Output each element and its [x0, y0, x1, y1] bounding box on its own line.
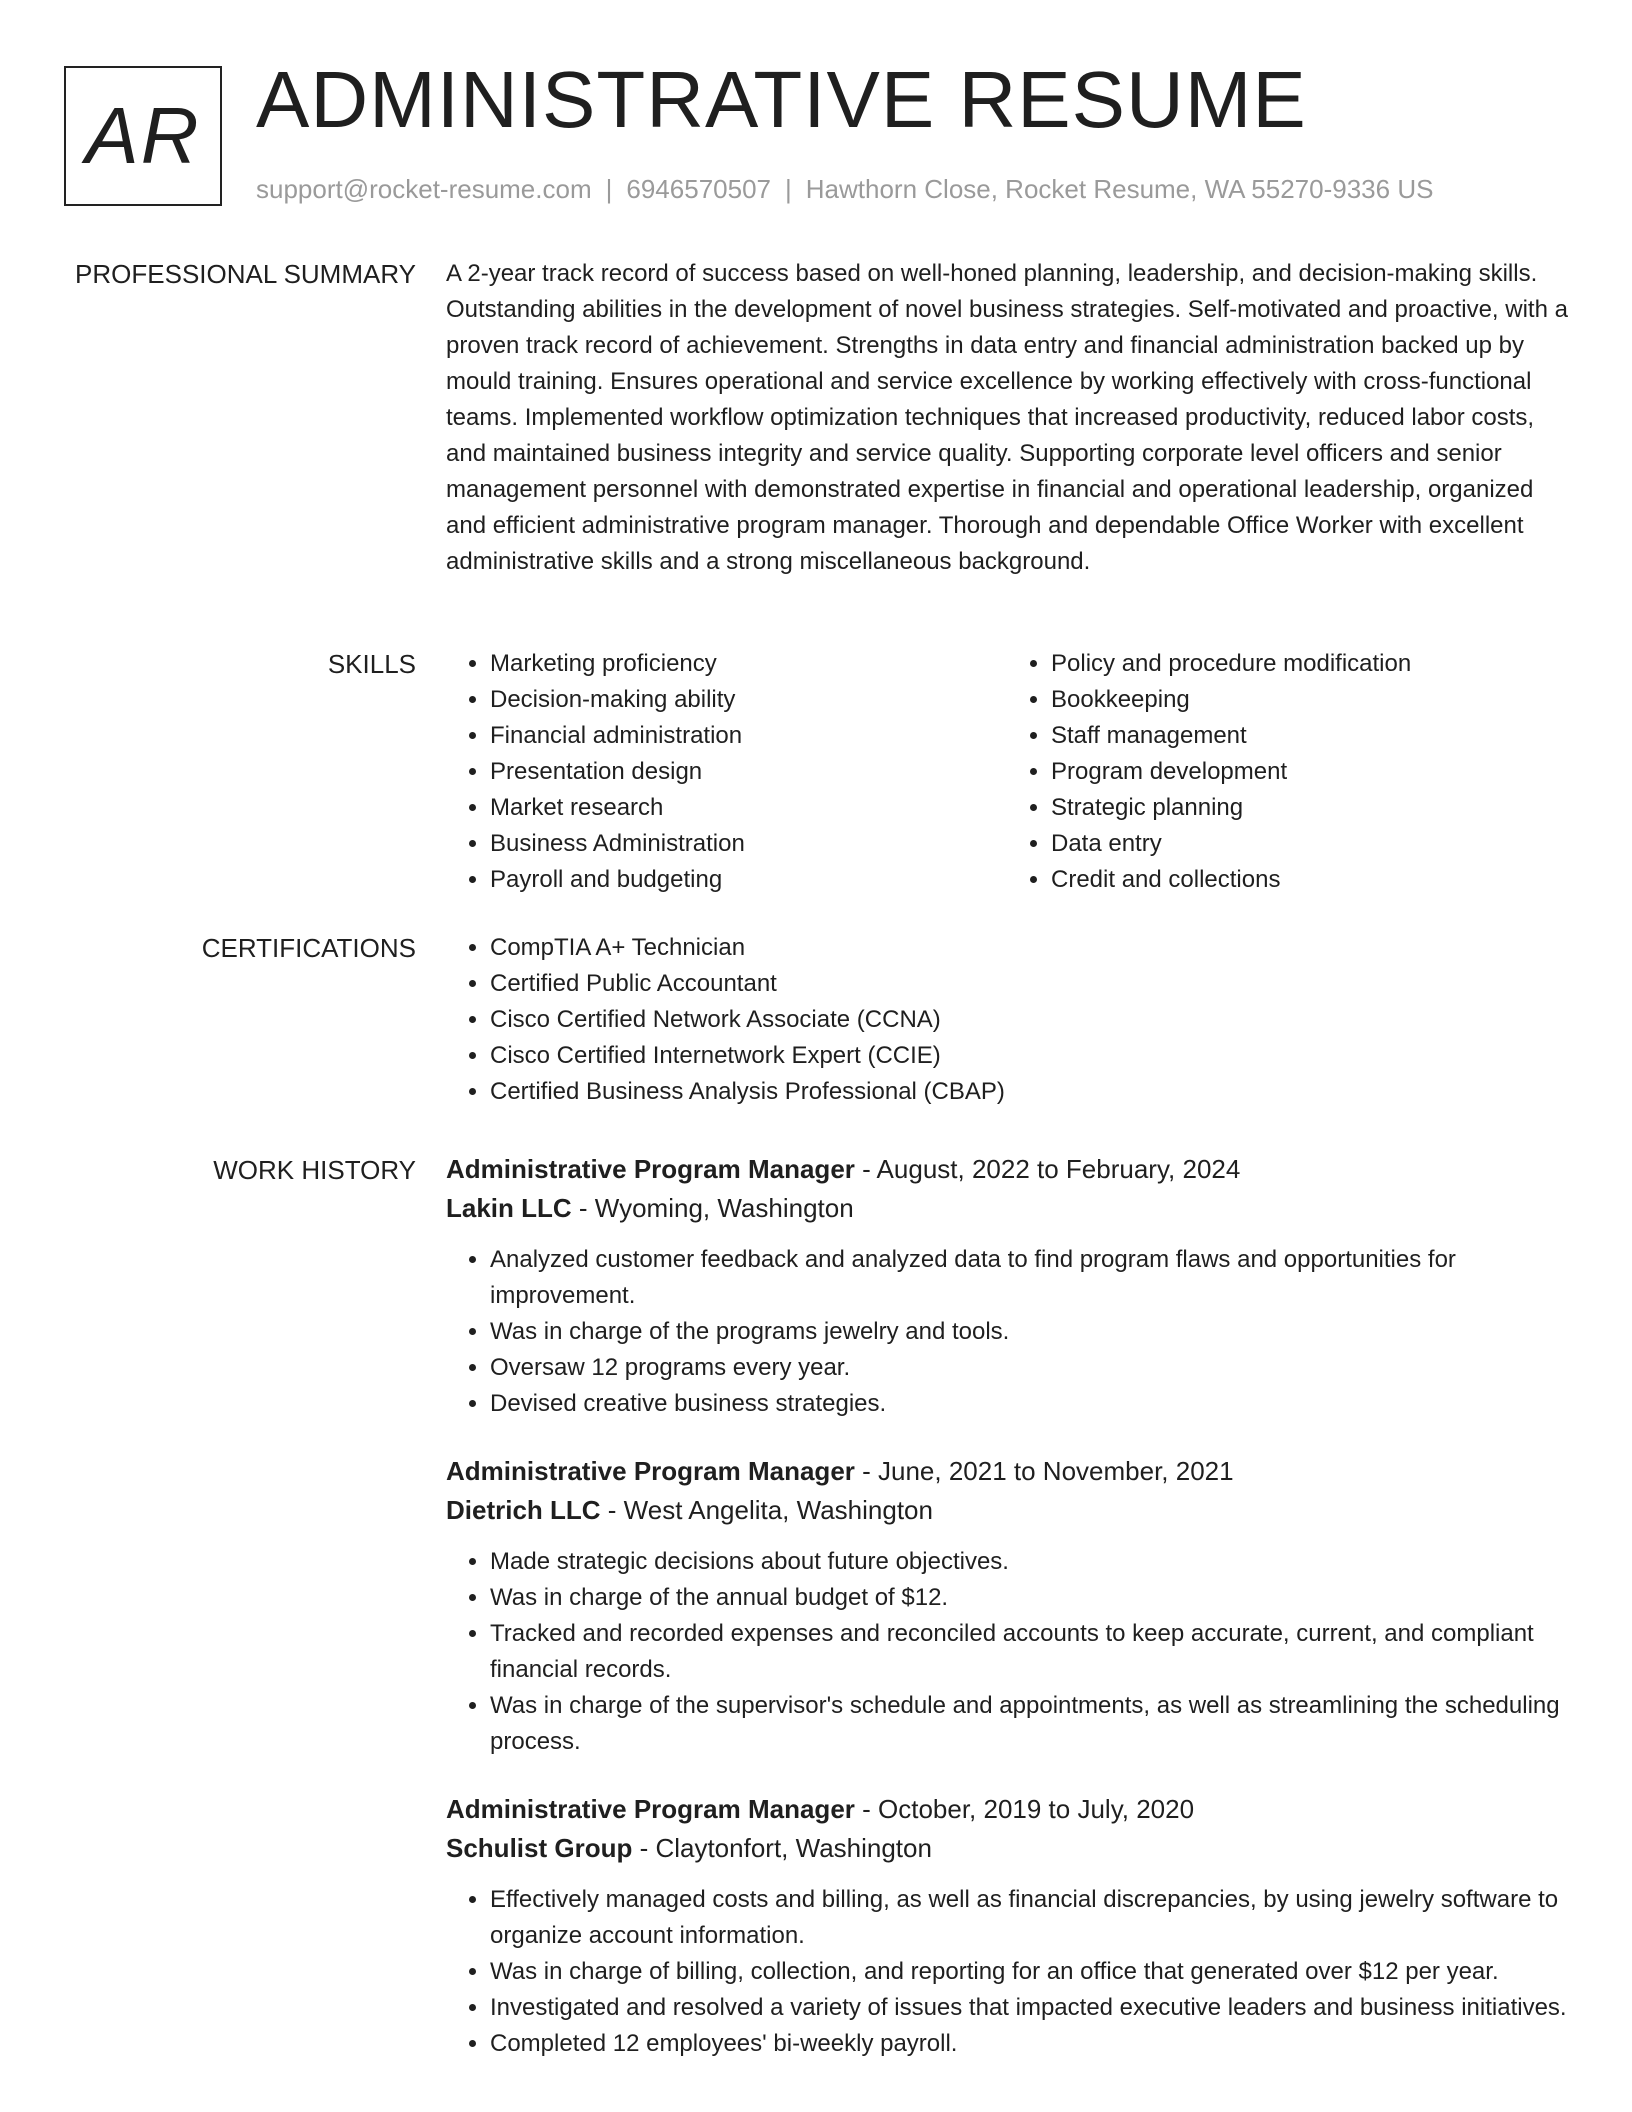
list-item: • Effectively managed costs and billing, as well as financial discrepancies, by using jewelry software to organize account information. — [490, 1882, 1568, 1954]
job-bullets — [446, 1882, 1568, 2062]
list-item: • Marketing proficiency — [490, 646, 1007, 682]
job-title: Administrative Program Manager — [446, 1794, 855, 1824]
contact-phone[interactable]: 6946570507 — [626, 174, 771, 204]
list-item: • Data entry — [1051, 826, 1568, 862]
list-item: • Strategic planning — [1051, 790, 1568, 826]
job-dates: - June, 2021 to November, 2021 — [854, 1456, 1234, 1486]
list-item: • Made strategic decisions about future objectives. — [490, 1544, 1568, 1580]
list-item: • Oversaw 12 programs every year. — [490, 1350, 1568, 1386]
list-item: • Certified Business Analysis Professional (CBAP) — [490, 1074, 1568, 1110]
list-item: • Program development — [1051, 754, 1568, 790]
list-item: • Business Administration — [490, 826, 1007, 862]
list-item: • Market research — [490, 790, 1007, 826]
job-title-line — [446, 1790, 1568, 1828]
work-history-heading: WORK HISTORY — [213, 1155, 416, 1185]
contact-separator: | — [605, 174, 613, 204]
job-title-line — [446, 1452, 1568, 1490]
job-company-line — [446, 1490, 1568, 1530]
list-item: • Bookkeeping — [1051, 682, 1568, 718]
monogram-initials: AR — [85, 91, 201, 180]
list-item: • Financial administration — [490, 718, 1007, 754]
job-title: Administrative Program Manager — [446, 1154, 855, 1184]
list-item: • Certified Public Accountant — [490, 966, 1568, 1002]
job-location: - Claytonfort, Washington — [632, 1833, 932, 1863]
job-bullets — [446, 1544, 1568, 1760]
list-item: • Analyzed customer feedback and analyzed data to find program flaws and opportunities for improvement. — [490, 1242, 1568, 1314]
job-company: Dietrich LLC — [446, 1495, 601, 1525]
summary-heading: PROFESSIONAL SUMMARY — [75, 259, 416, 289]
list-item: • Cisco Certified Internetwork Expert (CCIE) — [490, 1038, 1568, 1074]
job-company: Lakin LLC — [446, 1193, 572, 1223]
job-bullets — [446, 1242, 1568, 1422]
monogram-box — [64, 66, 222, 206]
job-title-line — [446, 1150, 1568, 1188]
list-item: • Devised creative business strategies. — [490, 1386, 1568, 1422]
contact-email[interactable]: support@rocket-resume.com — [256, 174, 592, 204]
certifications-list — [446, 930, 1568, 1110]
job-location: - Wyoming, Washington — [571, 1193, 854, 1223]
skills-list-left — [446, 646, 1007, 898]
skills-heading: SKILLS — [327, 649, 416, 679]
job-company-line — [446, 1188, 1568, 1228]
job-dates: - August, 2022 to February, 2024 — [854, 1154, 1241, 1184]
job-dates: - October, 2019 to July, 2020 — [854, 1794, 1195, 1824]
contact-address: Hawthorn Close, Rocket Resume, WA 55270-9336 US — [805, 174, 1434, 204]
skills-list-right — [1007, 646, 1568, 898]
list-item: • Presentation design — [490, 754, 1007, 790]
list-item: • Tracked and recorded expenses and reconciled accounts to keep accurate, current, and compliant financial records. — [490, 1616, 1568, 1688]
list-item: • Investigated and resolved a variety of issues that impacted executive leaders and business initiatives. — [490, 1990, 1568, 2026]
list-item: • Credit and collections — [1051, 862, 1568, 898]
job-location: - West Angelita, Washington — [600, 1495, 933, 1525]
job-entry — [446, 1150, 1568, 1422]
list-item: • Policy and procedure modification — [1051, 646, 1568, 682]
resume-title: ADMINISTRATIVE RESUME — [256, 55, 1307, 144]
job-company: Schulist Group — [446, 1833, 633, 1863]
list-item: • Cisco Certified Network Associate (CCNA) — [490, 1002, 1568, 1038]
job-company-line — [446, 1828, 1568, 1868]
list-item: • Was in charge of the annual budget of $12. — [490, 1580, 1568, 1616]
list-item: • Was in charge of billing, collection, and reporting for an office that generated over $12 per year. — [490, 1954, 1568, 1990]
list-item: • Completed 12 employees' bi-weekly payroll. — [490, 2026, 1568, 2062]
list-item: • Staff management — [1051, 718, 1568, 754]
list-item: • Payroll and budgeting — [490, 862, 1007, 898]
job-title: Administrative Program Manager — [446, 1456, 855, 1486]
contact-separator: | — [785, 174, 792, 204]
summary-text: A 2-year track record of success based on well-honed planning, leadership, and decision-making skills. Outstanding abilities in the development of novel business strategies. Self-motivated and proactive, with a proven track record of achievement. Strengths in data entry and financial administration backed up by mould training. Ensures operational and service excellence by working effectively with cross-functional teams. Implemented workflow optimization techniques that increased productivity, reduced labor costs, and maintained business integrity and service quality. Supporting corporate level officers and senior management personnel with demonstrated expertise in financial and operational leadership, organized and efficient administrative program manager. Thorough and dependable Office Worker with excellent administrative skills and a strong miscellaneous background. — [446, 260, 1568, 575]
list-item: • Was in charge of the supervisor's schedule and appointments, as well as streamlining the scheduling process. — [490, 1688, 1568, 1760]
job-entry — [446, 1452, 1568, 1760]
list-item: • CompTIA A+ Technician — [490, 930, 1568, 966]
certifications-heading: CERTIFICATIONS — [201, 933, 416, 963]
contact-line — [256, 174, 1433, 205]
job-entry — [446, 1790, 1568, 2062]
list-item: • Decision-making ability — [490, 682, 1007, 718]
list-item: • Was in charge of the programs jewelry and tools. — [490, 1314, 1568, 1350]
